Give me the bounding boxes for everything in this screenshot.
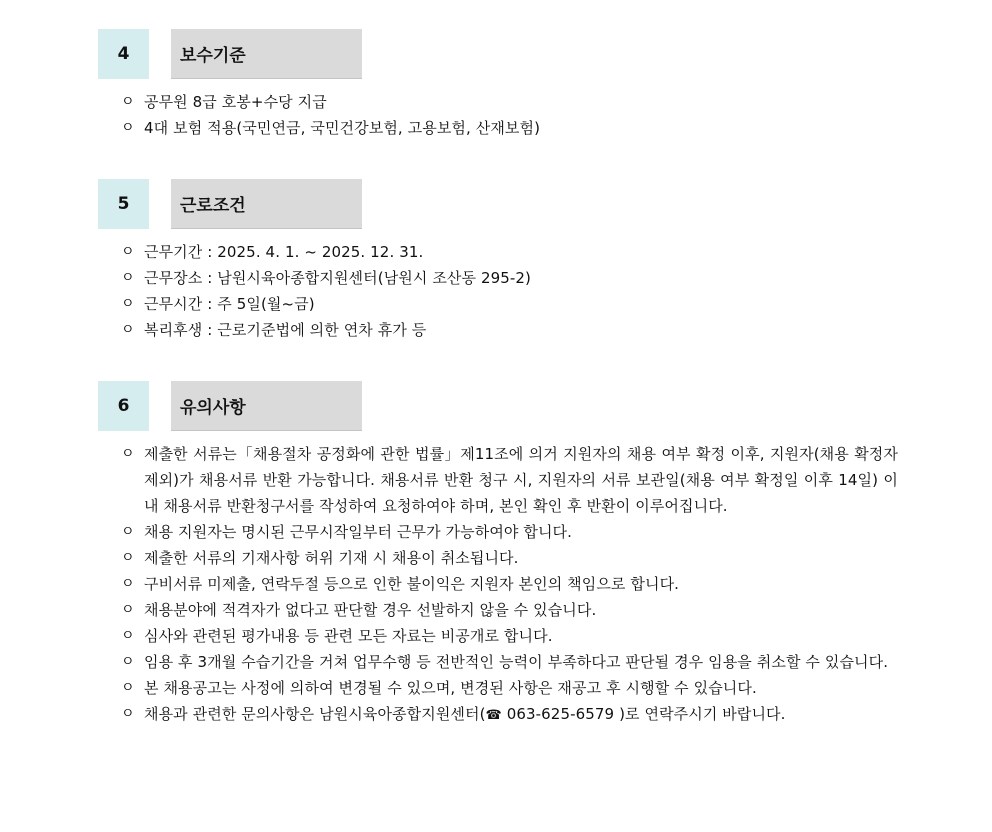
section-title: 근로조건 [171,179,362,229]
section-title: 유의사항 [171,381,362,431]
bullet: ㅇ [121,602,135,618]
list-item: ㅇ 제출한 서류의 기재사항 허위 기재 시 채용이 취소됩니다. [98,545,898,571]
section-header [98,179,898,229]
list-item: ㅇ 근무시간 : 주 5일(월~금) [98,291,898,317]
bullet: ㅇ [121,446,135,462]
section-title: 보수기준 [171,29,362,79]
list-item: ㅇ 채용분야에 적격자가 없다고 판단할 경우 선발하지 않을 수 있습니다. [98,597,898,623]
list-item: ㅇ 복리후생 : 근로기준법에 의한 연차 휴가 등 [98,317,898,343]
bullet: ㅇ [121,680,135,696]
bullet: ㅇ [121,296,135,312]
section-notes [98,381,898,729]
list-item: ㅇ 제출한 서류는「채용절차 공정화에 관한 법률」제11조에 의거 지원자의 채용 여부 확정 이후, 지원자(채용 확정자 제외)가 채용서류 반환 가능합니다. 채용서류 반환 청구 시, 지원자의 서류 보관일(채용 여부 확정일 이후 14일) 이내 채용서류 반환청구서를 작성하여 요청하여야 하며, 본인 확인 후 반환이 이루어집니다. [98,441,898,519]
bullet: ㅇ [121,244,135,260]
list-item: ㅇ 4대 보험 적용(국민연금, 국민건강보험, 고용보험, 산재보험) [98,115,898,141]
list-item: ㅇ 임용 후 3개월 수습기간을 거쳐 업무수행 등 전반적인 능력이 부족하다고 판단될 경우 임용을 취소할 수 있습니다. [98,649,898,675]
bullet: ㅇ [121,120,135,136]
bullet: ㅇ [121,628,135,644]
list-item: ㅇ 공무원 8급 호봉+수당 지급 [98,89,898,115]
bullet: ㅇ [121,270,135,286]
list-item: ㅇ 근무장소 : 남원시육아종합지원센터(남원시 조산동 295-2) [98,265,898,291]
bullet: ㅇ [121,550,135,566]
bullet: ㅇ [121,94,135,110]
section-number: 5 [98,179,149,229]
bullet: ㅇ [121,322,135,338]
section-work-conditions [98,179,898,343]
phone-icon: ☎ [485,708,502,723]
bullet: ㅇ [121,706,135,722]
bullet: ㅇ [121,576,135,592]
contact-item [98,701,898,729]
list-item: ㅇ 채용 지원자는 명시된 근무시작일부터 근무가 가능하여야 합니다. [98,519,898,545]
contact-phone: 063-625-6579 [506,705,615,723]
bullet: ㅇ [121,654,135,670]
list-item: ㅇ 심사와 관련된 평가내용 등 관련 모든 자료는 비공개로 합니다. [98,623,898,649]
item-list [98,239,898,343]
list-item: ㅇ 구비서류 미제출, 연락두절 등으로 인한 불이익은 지원자 본인의 책임으로 합니다. [98,571,898,597]
section-header [98,381,898,431]
bullet: ㅇ [121,524,135,540]
contact-suffix: )로 연락주시기 바랍니다. [619,705,786,723]
section-number: 6 [98,381,149,431]
section-pay-standard [98,29,898,141]
item-list [98,441,898,729]
section-number: 4 [98,29,149,79]
item-list [98,89,898,141]
section-header [98,29,898,79]
list-item: ㅇ 본 채용공고는 사정에 의하여 변경될 수 있으며, 변경된 사항은 재공고 후 시행할 수 있습니다. [98,675,898,701]
contact-prefix: 채용과 관련한 문의사항은 남원시육아종합지원센터( [144,705,486,723]
list-item: ㅇ 근무기간 : 2025. 4. 1. ~ 2025. 12. 31. [98,239,898,265]
